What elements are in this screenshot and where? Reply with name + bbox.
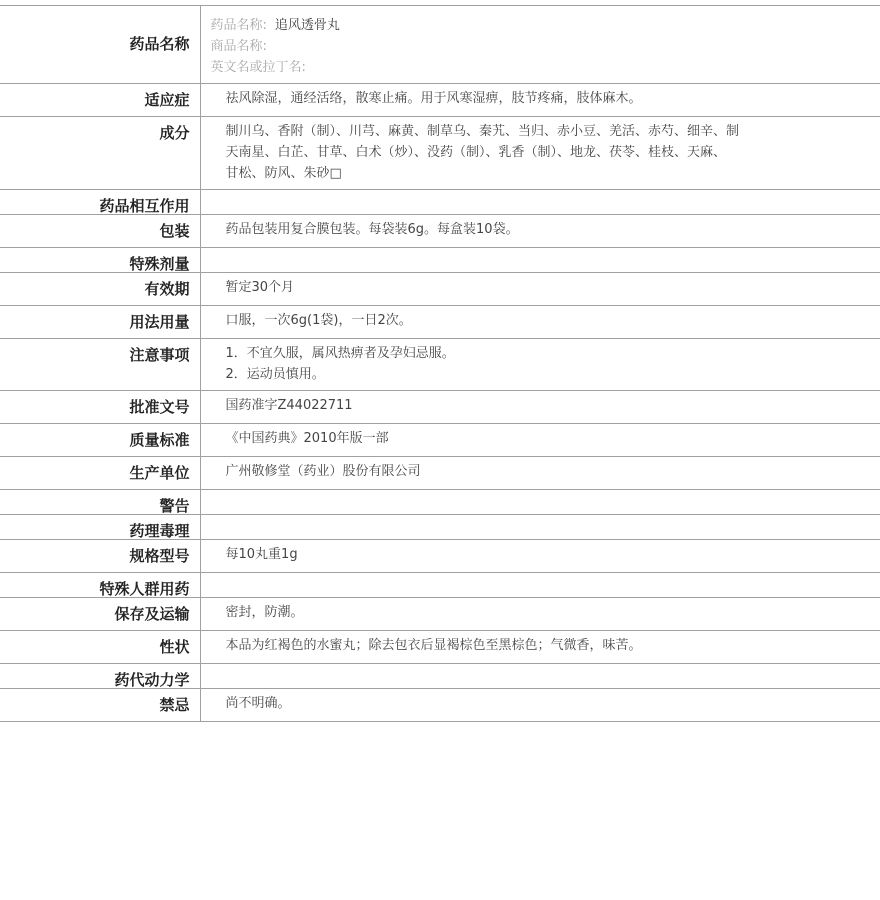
value-usage: 口服，一次6g(1袋)，一日2次。 [225, 313, 412, 328]
label-ingredients: 成分 [0, 117, 200, 190]
value-storage: 密封，防潮。 [225, 605, 304, 620]
value-standard: 《中国药典》2010年版一部 [225, 431, 389, 446]
value-special-population [200, 573, 880, 598]
label-interaction: 药品相互作用 [0, 190, 200, 215]
label-indication: 适应症 [0, 84, 200, 117]
row-pharmacokinetics [0, 664, 880, 689]
value-contraindication: 尚不明确。 [225, 696, 291, 711]
label-notes: 注意事项 [0, 339, 200, 391]
label-special-dose: 特殊剂量 [0, 248, 200, 273]
row-ingredients [0, 117, 880, 190]
row-special-dose [0, 248, 880, 273]
row-special-population [0, 573, 880, 598]
row-appearance [0, 631, 880, 664]
label-manufacturer: 生产单位 [0, 457, 200, 490]
row-usage [0, 306, 880, 339]
row-warning [0, 490, 880, 515]
row-spec [0, 540, 880, 573]
value-notes [200, 339, 880, 391]
row-approval [0, 391, 880, 424]
label-usage: 用法用量 [0, 306, 200, 339]
ingredients-line: 制川乌、香附（制）、川芎、麻黄、制草乌、秦艽、当归、赤小豆、羌活、赤芍、细辛、制 [225, 124, 740, 139]
value-package: 药品包装用复合膜包装。每袋装6g。每盒装10袋。 [225, 222, 519, 237]
label-validity: 有效期 [0, 273, 200, 306]
row-standard [0, 424, 880, 457]
value-ingredients [200, 117, 880, 190]
ingredients-line: 甘松、防风、朱砂□ [225, 166, 342, 181]
value-indication: 祛风除湿，通经活络，散寒止痛。用于风寒湿痹，肢节疼痛，肢体麻木。 [225, 91, 642, 106]
ingredients-line: 天南星、白芷、甘草、白术（炒）、没药（制）、乳香（制）、地龙、茯苓、桂枝、天麻、 [225, 145, 727, 160]
value-pharmacology [200, 515, 880, 540]
row-manufacturer [0, 457, 880, 490]
row-storage [0, 598, 880, 631]
label-approval: 批准文号 [0, 391, 200, 424]
drug-info-table [0, 5, 880, 722]
label-drug-name: 药品名称 [0, 6, 200, 84]
value-manufacturer: 广州敬修堂（药业）股份有限公司 [225, 464, 421, 479]
row-notes [0, 339, 880, 391]
label-warning: 警告 [0, 490, 200, 515]
label-contraindication: 禁忌 [0, 689, 200, 722]
row-pharmacology [0, 515, 880, 540]
row-contraindication [0, 689, 880, 722]
name-key: 商品名称: [210, 39, 267, 54]
label-pharmacokinetics: 药代动力学 [0, 664, 200, 689]
value-special-dose [200, 248, 880, 273]
name-value: 追风透骨丸 [274, 18, 340, 33]
label-special-population: 特殊人群用药 [0, 573, 200, 598]
value-approval: 国药准字Z44022711 [225, 398, 353, 413]
notes-line: 2．运动员慎用。 [225, 367, 325, 382]
label-pharmacology: 药理毒理 [0, 515, 200, 540]
label-appearance: 性状 [0, 631, 200, 664]
label-storage: 保存及运输 [0, 598, 200, 631]
name-field-trade [211, 36, 880, 57]
value-spec: 每10丸重1g [225, 547, 298, 562]
label-spec: 规格型号 [0, 540, 200, 573]
row-indication [0, 84, 880, 117]
notes-line: 1．不宜久服，属风热痹者及孕妇忌服。 [225, 346, 455, 361]
name-field-latin [211, 57, 880, 78]
row-drug-name [0, 6, 880, 84]
name-key: 英文名或拉丁名: [210, 60, 306, 75]
row-interaction [0, 190, 880, 215]
value-validity: 暂定30个月 [225, 280, 295, 295]
label-package: 包装 [0, 215, 200, 248]
value-warning [200, 490, 880, 515]
row-package [0, 215, 880, 248]
value-interaction [200, 190, 880, 215]
value-appearance: 本品为红褐色的水蜜丸；除去包衣后显褐棕色至黑棕色；气微香，味苦。 [225, 638, 642, 653]
row-validity [0, 273, 880, 306]
value-drug-name [200, 6, 880, 84]
name-key: 药品名称: [210, 18, 267, 33]
value-pharmacokinetics [200, 664, 880, 689]
label-standard: 质量标准 [0, 424, 200, 457]
name-field-generic [211, 15, 880, 36]
